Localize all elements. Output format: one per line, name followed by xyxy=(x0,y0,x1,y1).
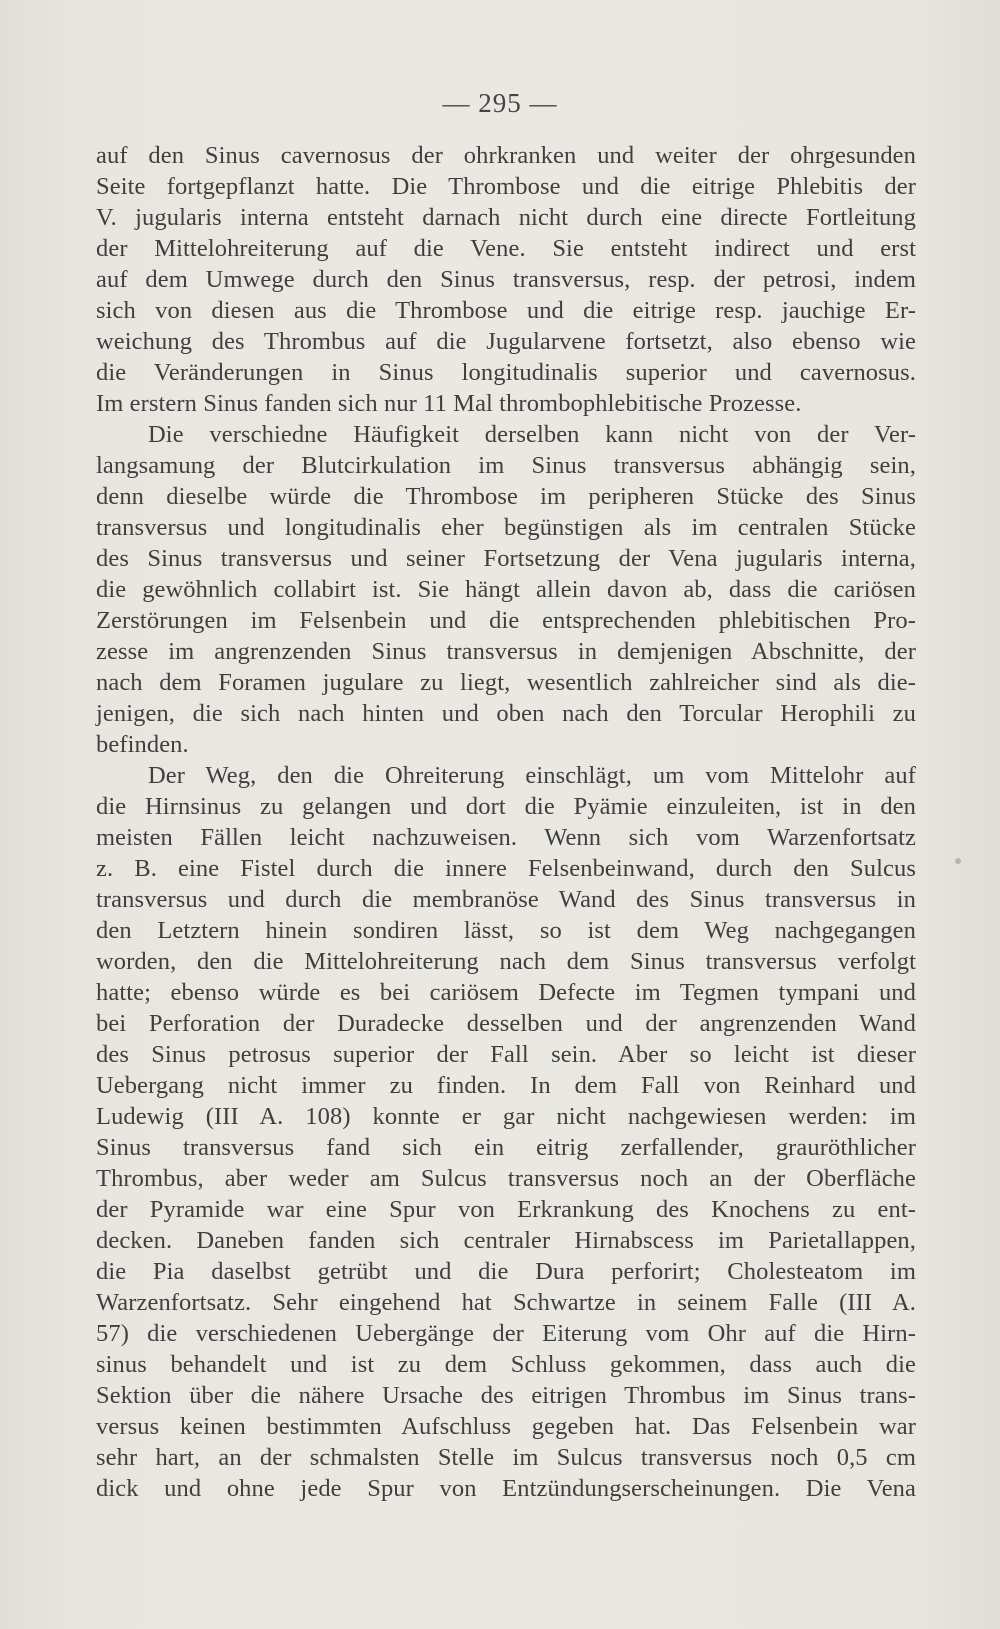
body-text xyxy=(96,140,916,1504)
text-line: Seite fortgepflanzt hatte. Die Thrombose und die eitrige Phlebitis der xyxy=(96,173,916,200)
text-line: den Letztern hinein sondiren lässt, so ist dem Weg nachgegangen xyxy=(96,917,916,944)
text-line: weichung des Thrombus auf die Jugularvene fortsetzt, also ebenso wie xyxy=(96,328,916,355)
text-line: hatte; ebenso würde es bei cariösem Defecte im Tegmen tympani und xyxy=(96,979,916,1006)
text-line: Thrombus, aber weder am Sulcus transversus noch an der Oberfläche xyxy=(96,1165,916,1192)
text-line: zesse im angrenzenden Sinus transversus in demjenigen Abschnitte, der xyxy=(96,638,916,665)
text-line: denn dieselbe würde die Thrombose im peripheren Stücke des Sinus xyxy=(96,483,916,510)
text-line: Sektion über die nähere Ursache des eitrigen Thrombus im Sinus trans- xyxy=(96,1382,916,1409)
text-line: Im erstern Sinus fanden sich nur 11 Mal thrombophlebitische Prozesse. xyxy=(96,390,802,417)
text-line: befinden. xyxy=(96,731,189,758)
text-line: nach dem Foramen jugulare zu liegt, wesentlich zahlreicher sind als die- xyxy=(96,669,916,696)
paragraph-start-line: Der Weg, den die Ohreiterung einschlägt, um vom Mittelohr auf xyxy=(148,762,916,789)
text-line: Ludewig (III A. 108) konnte er gar nicht nachgewiesen werden: im xyxy=(96,1103,916,1130)
text-line: z. B. eine Fistel durch die innere Felsenbeinwand, durch den Sulcus xyxy=(96,855,916,882)
text-line: sich von diesen aus die Thrombose und die eitrige resp. jauchige Er- xyxy=(96,297,916,324)
text-line: die Veränderungen in Sinus longitudinalis superior und cavernosus. xyxy=(96,359,916,386)
text-line: jenigen, die sich nach hinten und oben nach den Torcular Herophili zu xyxy=(96,700,916,727)
text-line: die Pia daselbst getrübt und die Dura perforirt; Cholesteatom im xyxy=(96,1258,916,1285)
text-line: dick und ohne jede Spur von Entzündungserscheinungen. Die Vena xyxy=(96,1475,916,1502)
text-line: decken. Daneben fanden sich centraler Hirnabscess im Parietallappen, xyxy=(96,1227,916,1254)
text-line: sehr hart, an der schmalsten Stelle im Sulcus transversus noch 0,5 cm xyxy=(96,1444,916,1471)
text-line: Sinus transversus fand sich ein eitrig zerfallender, grauröthlicher xyxy=(96,1134,916,1161)
paragraph-start-line: Die verschiedne Häufigkeit derselben kann nicht von der Ver- xyxy=(148,421,916,448)
paper-speck xyxy=(955,858,961,864)
text-line: bei Perforation der Duradecke desselben und der angrenzenden Wand xyxy=(96,1010,916,1037)
text-line: versus keinen bestimmten Aufschluss gegeben hat. Das Felsenbein war xyxy=(96,1413,916,1440)
text-line: V. jugularis interna entsteht darnach nicht durch eine directe Fortleitung xyxy=(96,204,916,231)
text-line: der Pyramide war eine Spur von Erkrankung des Knochens zu ent- xyxy=(96,1196,916,1223)
text-line: auf den Sinus cavernosus der ohrkranken und weiter der ohrgesunden xyxy=(96,142,916,169)
text-line: die gewöhnlich collabirt ist. Sie hängt allein davon ab, dass die cariösen xyxy=(96,576,916,603)
page-number: — 295 — xyxy=(442,88,558,118)
text-line: des Sinus transversus und seiner Fortsetzung der Vena jugularis interna, xyxy=(96,545,916,572)
text-line: meisten Fällen leicht nachzuweisen. Wenn sich vom Warzenfortsatz xyxy=(96,824,916,851)
text-line: transversus und longitudinalis eher begünstigen als im centralen Stücke xyxy=(96,514,916,541)
text-line: Zerstörungen im Felsenbein und die entsprechenden phlebitischen Pro- xyxy=(96,607,916,634)
text-line: Warzenfortsatz. Sehr eingehend hat Schwartze in seinem Falle (III A. xyxy=(96,1289,916,1316)
text-line: 57) die verschiedenen Uebergänge der Eiterung vom Ohr auf die Hirn- xyxy=(96,1320,916,1347)
text-line: des Sinus petrosus superior der Fall sein. Aber so leicht ist dieser xyxy=(96,1041,916,1068)
text-line: worden, den die Mittelohreiterung nach dem Sinus transversus verfolgt xyxy=(96,948,916,975)
text-line: langsamung der Blutcirkulation im Sinus transversus abhängig sein, xyxy=(96,452,916,479)
text-line: sinus behandelt und ist zu dem Schluss gekommen, dass auch die xyxy=(96,1351,916,1378)
text-line: Uebergang nicht immer zu finden. In dem Fall von Reinhard und xyxy=(96,1072,916,1099)
text-line: der Mittelohreiterung auf die Vene. Sie entsteht indirect und erst xyxy=(96,235,916,262)
text-line: auf dem Umwege durch den Sinus transversus, resp. der petrosi, indem xyxy=(96,266,916,293)
text-line: transversus und durch die membranöse Wand des Sinus transversus in xyxy=(96,886,916,913)
text-line: die Hirnsinus zu gelangen und dort die Pyämie einzuleiten, ist in den xyxy=(96,793,916,820)
